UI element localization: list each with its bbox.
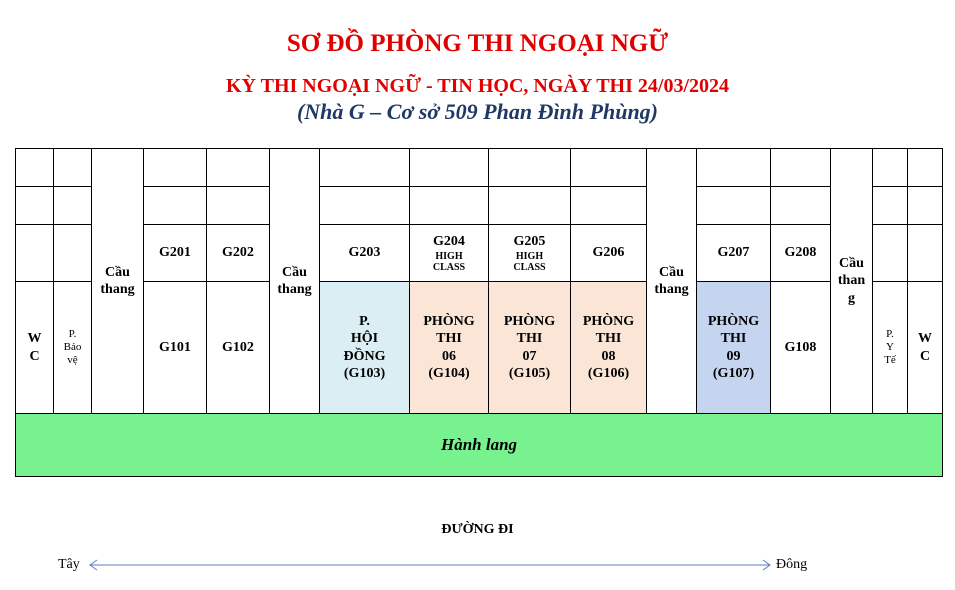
corridor: Hành lang (16, 414, 943, 477)
floor-plan-table (15, 148, 943, 477)
exam-room-07: PHÒNG THI 07 (G105) (489, 282, 571, 414)
west-label: Tây (58, 557, 80, 572)
stair-2: Cầu thang (270, 149, 320, 414)
exam-subtitle: KỲ THI NGOẠI NGỮ - TIN HỌC, NGÀY THI 24/03/2024 (225, 75, 730, 97)
medical-room: P. Y Tế (873, 282, 908, 414)
room-g203: G203 (320, 225, 410, 282)
room-g206: G206 (571, 225, 647, 282)
wc-right: W C (908, 282, 943, 414)
exam-room-08: PHÒNG THI 08 (G106) (571, 282, 647, 414)
road-label: ĐƯỜNG ĐI (441, 522, 514, 537)
corridor-row (16, 414, 943, 477)
room-g102: G102 (207, 282, 270, 414)
room-g101: G101 (144, 282, 207, 414)
room-g201: G201 (144, 225, 207, 282)
council-room: P. HỘI ĐỒNG (G103) (320, 282, 410, 414)
stair-3: Cầu thang (647, 149, 697, 414)
page-title: SƠ ĐỒ PHÒNG THI NGOẠI NGỮ (286, 30, 669, 57)
stair-4: Cầu than g (831, 149, 873, 414)
room-g208: G208 (771, 225, 831, 282)
location-note: (Nhà G – Cơ sở 509 Phan Đình Phùng) (296, 99, 659, 124)
stair-1: Cầu thang (92, 149, 144, 414)
direction-arrow-icon (88, 558, 772, 572)
room-g205: G205 HIGH CLASS (489, 225, 571, 282)
room-g204: G204 HIGH CLASS (410, 225, 489, 282)
floor2-row (16, 225, 943, 282)
exam-room-06: PHÒNG THI 06 (G104) (410, 282, 489, 414)
floor1-row (16, 282, 943, 339)
room-g202: G202 (207, 225, 270, 282)
east-label: Đông (776, 557, 808, 572)
exam-room-09: PHÒNG THI 09 (G107) (697, 282, 771, 414)
plan-row-empty-2 (16, 187, 943, 225)
room-g108: G108 (771, 282, 831, 414)
security-room: P. Bảo vệ (54, 282, 92, 414)
plan-row-empty-1 (16, 149, 943, 187)
wc-left: W C (16, 282, 54, 414)
room-g207: G207 (697, 225, 771, 282)
